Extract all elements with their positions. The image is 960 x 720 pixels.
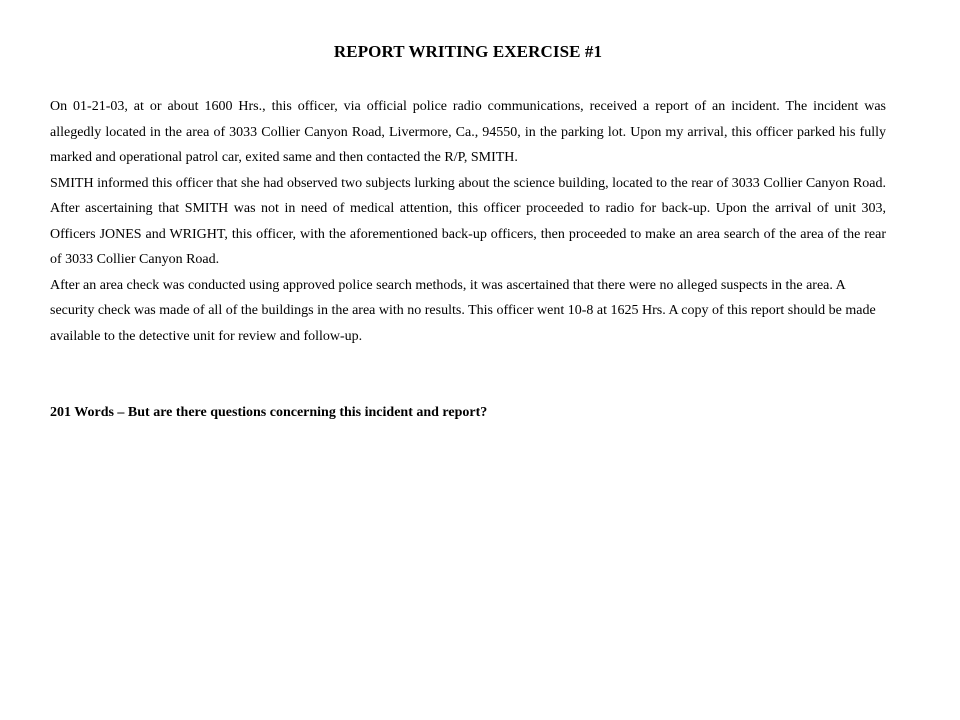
report-title: REPORT WRITING EXERCISE #1	[333, 42, 603, 61]
word-count-question: 201 Words – But are there questions concerning this incident and report?	[50, 405, 488, 420]
report-paragraph-2: SMITH informed this officer that she had observed two subjects lurking about the science building, located to the rear of 3033 Collier Canyon Road. After ascertaining that SMITH was not in need of medical attention, this officer proceeded to radio for back-up. Upon the arrival of unit 303, Officers JONES and WRIGHT, this officer, with the aforementioned back-up officers, then proceeded to make an area search of the area of the rear of 3033 Collier Canyon Road.	[50, 175, 886, 267]
report-body	[50, 94, 886, 425]
report-paragraph-3: After an area check was conducted using approved police search methods, it was ascertained that there were no alleged suspects in the area. A security check was made of all of the buildings in the area with no results. This officer went 10-8 at 1625 Hrs. A copy of this report should be made available to the detective unit for review and follow-up.	[50, 277, 876, 344]
report-paragraph-1: On 01-21-03, at or about 1600 Hrs., this officer, via official police radio communications, received a report of an incident. The incident was allegedly located in the area of 3033 Collier Canyon Road, Livermore, Ca., 94550, in the parking lot. Upon my arrival, this officer parked his fully marked and operational patrol car, exited same and then contacted the R/P, SMITH.	[50, 99, 886, 165]
paragraph-spacer	[50, 349, 886, 400]
